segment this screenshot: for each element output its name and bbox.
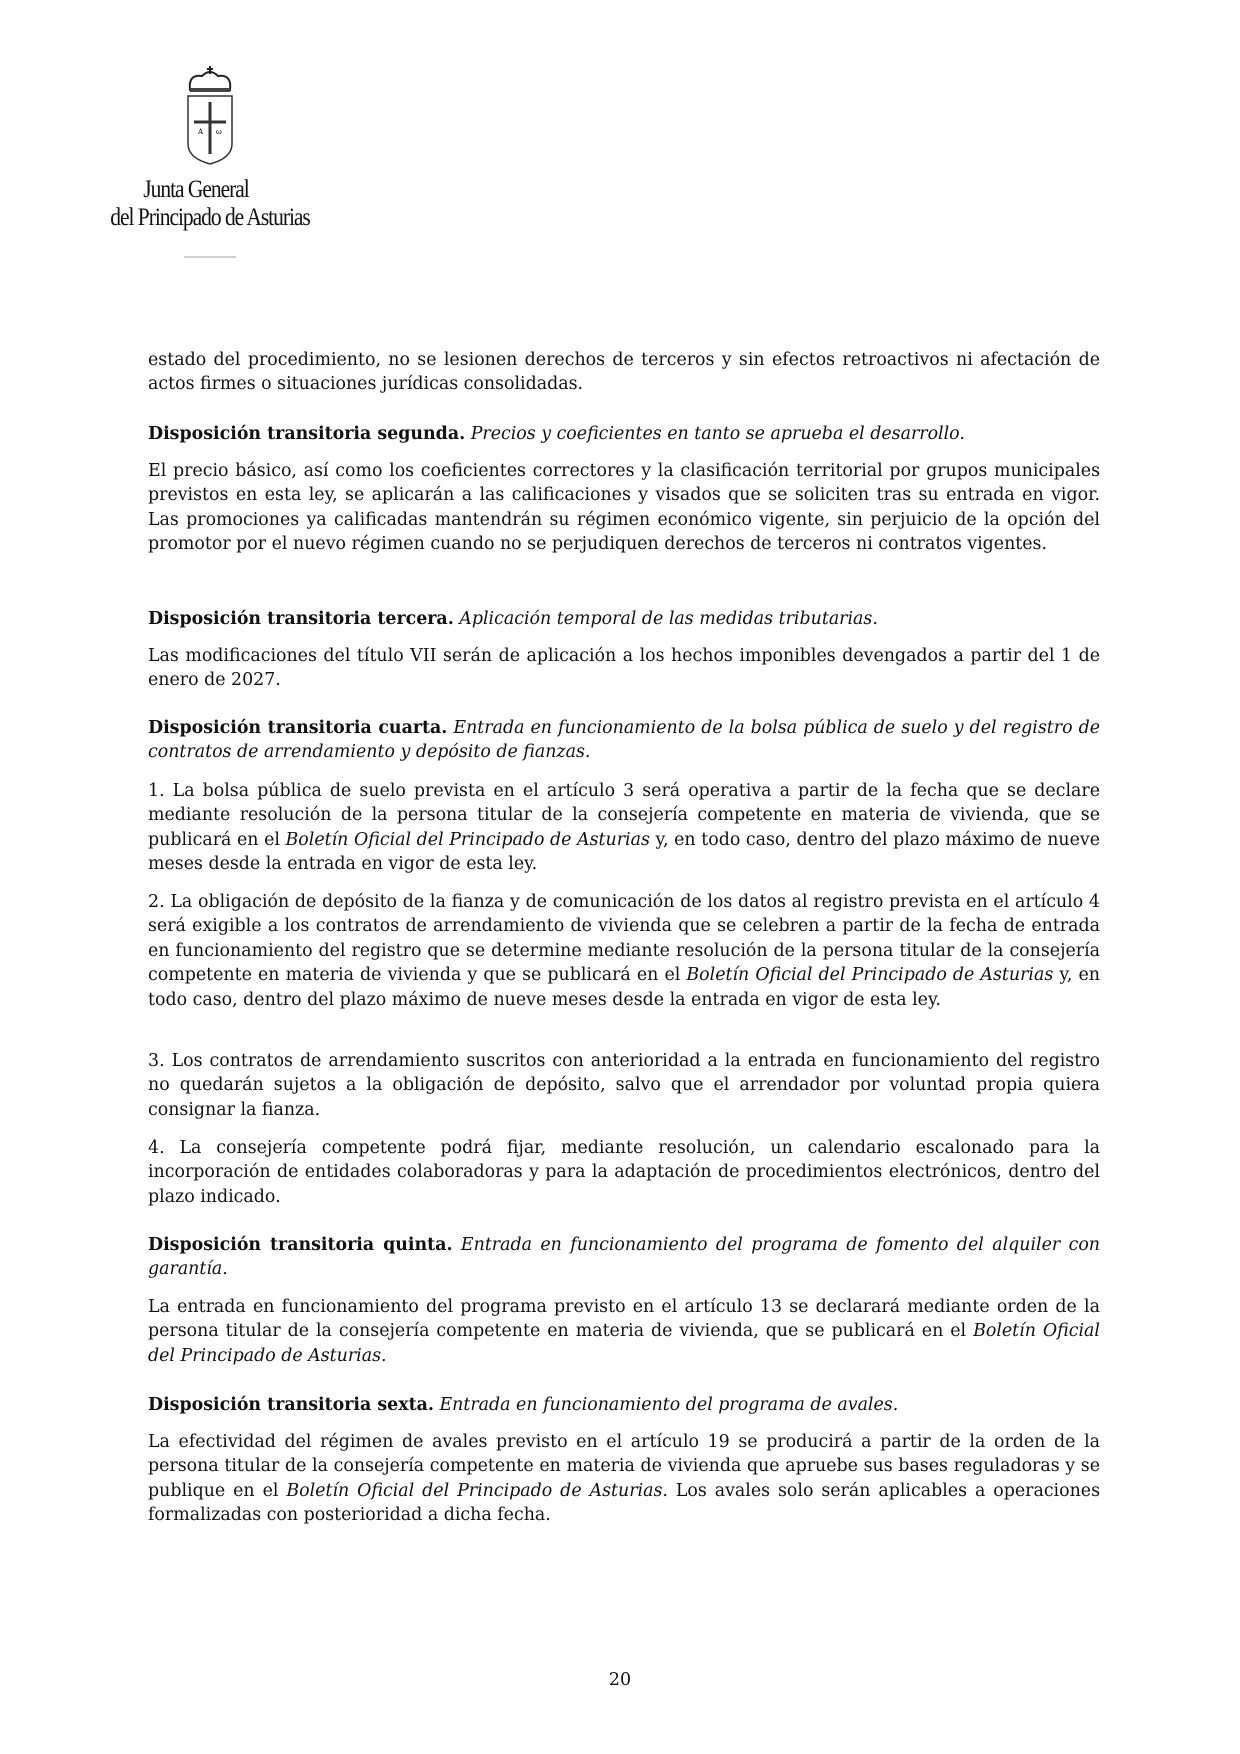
paragraph	[148, 890, 1100, 1012]
coat-of-arms-icon	[180, 66, 240, 166]
header-divider	[184, 256, 236, 258]
section-heading	[148, 716, 1100, 765]
heading-subtitle: Entrada en funcionamiento de la bolsa pública de suelo y del registro de contratos de arrendamiento y depósito de fianzas.	[148, 718, 1101, 763]
heading-title: Disposición transitoria segunda.	[148, 424, 466, 444]
heading-subtitle: Entrada en funcionamiento del programa de avales.	[439, 1395, 899, 1415]
text: 2. La obligación de depósito de la fianza y de comunicación de los datos al registro prevista en el artículo 4 será exigible a los contratos de arrendamiento de vivienda que se celebren a partir de la fecha de entrada en funcionamiento del registro que se determine mediante resolución de la persona titular de la consejería competente en materia de vivienda y que se publicará en el	[148, 892, 1100, 986]
publication-name: Boletín Oficial del Principado de Asturias	[286, 1480, 663, 1501]
heading-subtitle: Aplicación temporal de las medidas tributarias.	[459, 609, 878, 629]
paragraph	[148, 1430, 1100, 1528]
publication-name: Boletín Oficial del Principado de Asturias	[686, 965, 1054, 986]
section-heading	[148, 607, 1100, 631]
paragraph: 3. Los contratos de arrendamiento suscritos con anterioridad a la entrada en funcionamiento del registro no quedarán sujetos a la obligación de depósito, salvo que el arrendador por voluntad propia quiera consignar la fianza.	[148, 1051, 1100, 1120]
paragraph: estado del procedimiento, no se lesionen derechos de terceros y sin efectos retroactivos ni afectación de actos firmes o situaciones jurídicas consolidadas.	[148, 350, 1100, 395]
heading-title: Disposición transitoria sexta.	[148, 1395, 434, 1415]
section-heading	[148, 1233, 1100, 1282]
paragraph	[148, 779, 1100, 877]
text: La efectividad del régimen de avales previsto en el artículo 19 se producirá a partir de la orden de la persona titular de la consejería competente en materia de vivienda que apruebe sus bases reguladoras y se publique en el	[148, 1432, 1100, 1501]
section-heading	[148, 422, 1100, 446]
section-heading	[148, 1393, 1100, 1417]
svg-text:ω: ω	[216, 128, 222, 136]
paragraph: El precio básico, así como los coeficientes correctores y la clasificación territorial por grupos municipales previstos en esta ley, se aplicarán a las calificaciones y visados que se soliciten tras su entrada en vigor. Las promociones ya calificadas mantendrán su régimen económico vigente, sin perjuicio de la opción del promotor por el nuevo régimen cuando no se perjudiquen derechos de terceros ni contratos vigentes.	[148, 461, 1100, 555]
logo-text-line1: Junta General	[143, 176, 249, 203]
logo-text-line2: del Principado de Asturias	[110, 204, 310, 231]
page-number: 20	[608, 1670, 632, 1690]
text: y, en todo caso, dentro del plazo máximo de nueve meses desde la entrada en vigor de esta ley.	[148, 965, 1100, 1010]
heading-subtitle: Precios y coeficientes en tanto se aprueba el desarrollo.	[470, 424, 965, 444]
paragraph: 4. La consejería competente podrá fijar, mediante resolución, un calendario escalonado para la incorporación de entidades colaboradoras y para la adaptación de procedimientos electrónicos, dentro del plazo indicado.	[148, 1138, 1100, 1207]
paragraph: Las modificaciones del título VII serán de aplicación a los hechos imponibles devengados a partir del 1 de enero de 2027.	[148, 646, 1100, 691]
institution-logo	[80, 66, 340, 266]
svg-text:A: A	[198, 128, 204, 136]
heading-title: Disposición transitoria quinta.	[148, 1235, 453, 1255]
publication-name: Boletín Oficial del Principado de Asturias	[285, 829, 650, 850]
heading-title: Disposición transitoria cuarta.	[148, 718, 448, 738]
paragraph	[148, 1295, 1100, 1368]
publication-name: Boletín Oficial del Principado de Asturias.	[148, 1321, 1100, 1366]
text: y, en todo caso, dentro del plazo máximo de nueve meses desde la entrada en vigor de esta ley.	[148, 829, 1101, 875]
heading-title: Disposición transitoria tercera.	[148, 609, 454, 629]
text: La entrada en funcionamiento del programa previsto en el artículo 13 se declarará mediante orden de la persona titular de la consejería competente en materia de vivienda, que se publicará en el	[148, 1297, 1100, 1342]
text: 1. La bolsa pública de suelo prevista en el artículo 3 será operativa a partir de la fecha que se declare mediante resolución de la persona titular de la consejería competente en materia de vivienda, que se publicará en el	[148, 781, 1100, 850]
text: . Los avales solo serán aplicables a operaciones formalizadas con posterioridad a dicha fecha.	[148, 1480, 1101, 1526]
heading-subtitle: Entrada en funcionamiento del programa de fomento del alquiler con garantía.	[148, 1235, 1100, 1280]
